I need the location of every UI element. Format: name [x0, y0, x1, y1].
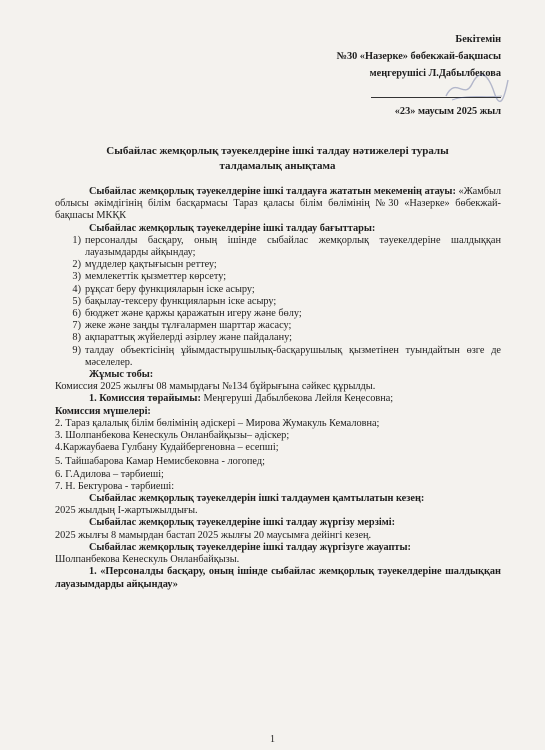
list-item: 9) талдау объектісінің ұйымдастырушылық-басқарушылық қызметінен туындайтын өзге де мәселелер. [72, 344, 501, 368]
approval-label: Бекітемін [455, 34, 501, 45]
responsible-label: Сыбайлас жемқорлық тәуекелдеріне ішкі талдау жүргізуге жауапты: [89, 541, 411, 553]
document-body [55, 186, 501, 591]
list-item: 3) мемлекеттік қызметтер көрсету; [72, 271, 227, 283]
signature-mark [442, 70, 512, 106]
directions-list [55, 235, 501, 369]
list-item: 6) бюджет және қаржы қаражатын игеру және бөлу; [72, 308, 302, 320]
period-value: 2025 жылдың І-жартыжылдығы. [55, 505, 198, 517]
chair-value: Меңгеруші Дабылбекова Лейля Кеңесовна; [200, 393, 394, 405]
document-title [60, 144, 495, 174]
term-label: Сыбайлас жемқорлық тәуекелдеріне ішкі талдау жүргізу мерзімі: [89, 517, 396, 529]
section-1-heading: 1. «Персоналды басқару, оның ішінде сыбайлас жемқорлық тәуекелдеріне шалдыққан лауазымдарды айқындау» [55, 566, 501, 590]
member-item: 5. Тайшабарова Камар Немисбековна - логопед; [55, 456, 265, 468]
approval-org: №30 «Назерке» бөбекжай-бақшасы [336, 51, 501, 62]
directions-heading: Сыбайлас жемқорлық тәуекелдеріне ішкі талдау бағыттары: [89, 222, 376, 234]
member-item: 6. Г.Адилова – тәрбиеші; [55, 468, 164, 480]
list-item: 5) бақылау-тексеру функцияларын іске асыру; [72, 295, 277, 307]
member-item: 4.Каржаубаева Гулбану Кудайбергеновна – есепші; [55, 442, 279, 454]
list-item: 1) персоналды басқару, оның ішінде сыбайлас жемқорлық тәуекелдеріне шалдыққан лауазымдарды айқындау; [72, 234, 501, 259]
chair-label: 1. Комиссия төрайымы: [89, 393, 201, 405]
list-item: 8) ақпараттық жүйелерді әзірлеу және пайдалану; [72, 332, 292, 344]
group-created: Комиссия 2025 жылғы 08 мамырдағы №134 бұйрығына сәйкес құрылды. [55, 381, 376, 393]
responsible-value: Шолпанбекова Кенескуль Онланбайқызы. [55, 554, 240, 566]
period-label: Сыбайлас жемқорлық тәуекелдерін ішкі талдаумен қамтылатын кезең: [89, 493, 425, 505]
page-number: 1 [270, 734, 275, 745]
members-heading: Комиссия мүшелері: [55, 405, 151, 417]
term-value: 2025 жылғы 8 мамырдан бастап 2025 жылғы 20 маусымға дейінгі кезең. [55, 529, 372, 541]
title-line-2: талдамалық анықтама [219, 160, 336, 172]
list-item: 4) рұқсат беру функцияларын іске асыру; [72, 283, 255, 295]
member-item: 3. Шолпанбекова Кенескуль Онланбайқызы– әдіскер; [55, 430, 290, 442]
group-chair [55, 393, 501, 405]
approval-date: «23» маусым 2025 жыл [394, 106, 501, 118]
approval-head: меңгерушісі Л.Дабылбекова [369, 68, 501, 79]
member-item: 2. Тараз қалалық білім бөлімінің әдіскері – Мирова Жумакуль Кемаловна; [55, 417, 380, 429]
member-item: 7. Н. Бектурова - тәрбиеші: [55, 480, 175, 492]
list-item: 7) жеке және заңды тұлғалармен шарттар жасасу; [72, 320, 292, 332]
org-name-value: «Жамбыл облысы әкімдігінің білім басқармасы Тараз қаласы білім бөлімінің №30 «Назерке» бөбекжай- бақшасы МКҚК [55, 186, 502, 222]
list-item: 2) мүдделер қақтығысын реттеу; [72, 259, 217, 271]
org-name-paragraph [55, 186, 501, 223]
org-name-label: Сыбайлас жемқорлық тәуекелдеріне ішкі талдауға жататын мекеменің атауы: [89, 186, 456, 197]
group-heading: Жұмыс тобы: [89, 369, 154, 381]
title-line-1: Сыбайлас жемқорлық тәуекелдеріне ішкі талдау нәтижелері туралы [106, 145, 449, 157]
